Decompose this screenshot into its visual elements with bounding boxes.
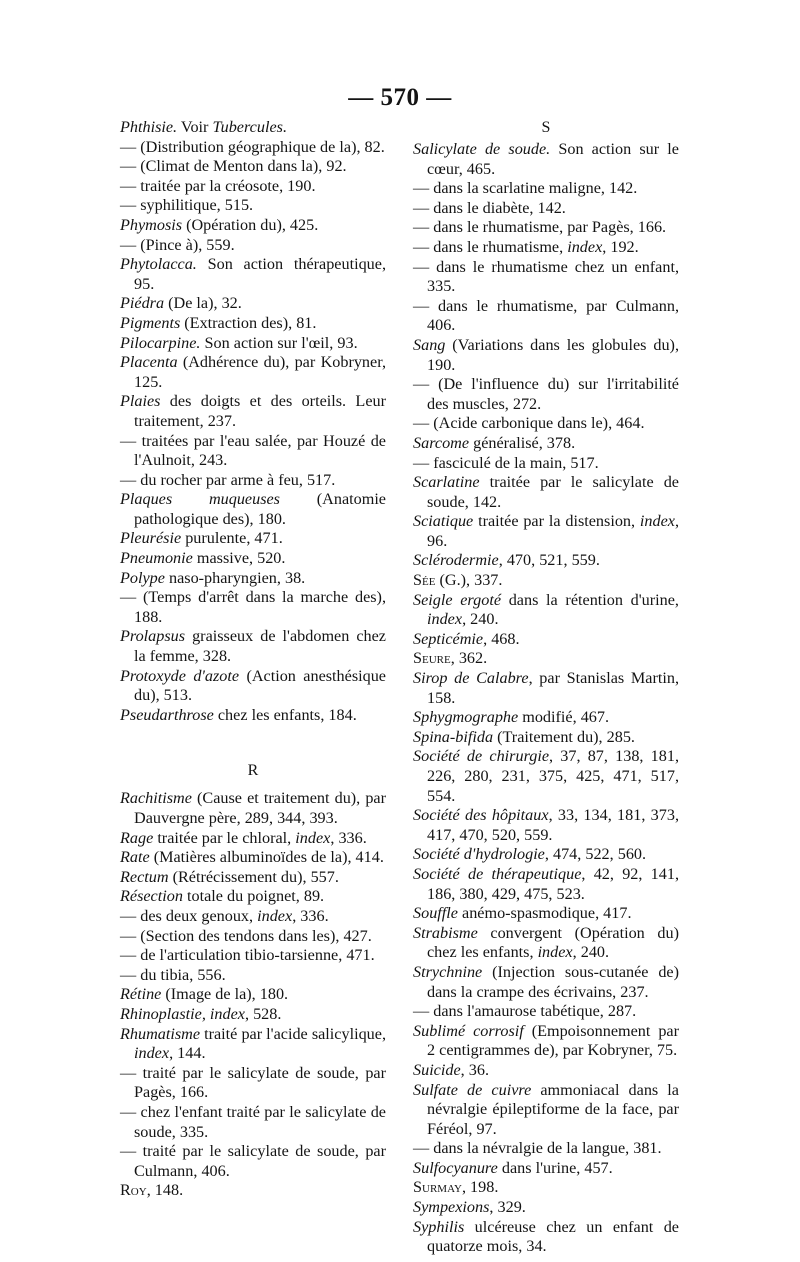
index-entry: [120, 627, 386, 666]
entry-text: (Action anesthésique du), 513.: [134, 666, 386, 705]
entry-text: anémo-spasmodique, 417.: [457, 904, 632, 923]
index-entry: [120, 848, 386, 868]
entry-text-tail: , 96.: [427, 512, 679, 550]
index-entry: [120, 887, 386, 907]
entry-text: — des deux genoux,: [120, 906, 258, 925]
entry-term-secondary: index: [134, 1044, 170, 1063]
index-entry: [120, 334, 386, 354]
entry-text-tail: , 192.: [602, 237, 639, 256]
index-entry: [413, 865, 679, 904]
index-entry: [413, 1002, 679, 1022]
entry-term: Rhumatisme: [120, 1024, 201, 1043]
index-entry: [413, 708, 679, 728]
entry-term: Pneumonie: [120, 549, 193, 568]
index-entry: [413, 1081, 679, 1140]
index-entry: [120, 927, 386, 947]
index-entry: [413, 963, 679, 1002]
entry-term: Rhinoplastie, index: [120, 1004, 245, 1023]
index-entry: [413, 414, 679, 434]
entry-text: — (Distribution géographique de la), 82.: [120, 137, 385, 156]
section-gap: [120, 725, 386, 755]
index-entry: [413, 258, 679, 297]
index-entry: [120, 1064, 386, 1103]
entry-text: — (De l'influence du) sur l'irritabilité des muscles, 272.: [413, 375, 679, 413]
index-entry: [413, 375, 679, 414]
index-entry: [413, 1022, 679, 1061]
index-entry: [413, 747, 679, 806]
entry-text: — syphilitique, 515.: [120, 196, 254, 215]
entry-term: Sphygmographe: [413, 708, 519, 727]
index-entry: [120, 868, 386, 888]
index-entry: [120, 667, 386, 706]
entry-text-tail: , 240.: [572, 943, 610, 962]
index-entry: [413, 473, 679, 512]
index-entry: [120, 471, 386, 491]
index-entry: [120, 138, 386, 158]
entry-text: , par Stanislas Martin, 158.: [427, 669, 679, 707]
entry-name-smallcaps: Seure: [413, 649, 451, 668]
index-entry: [120, 529, 386, 549]
entry-text: , 329.: [489, 1198, 526, 1217]
entry-text: — chez l'enfant traité par le salicylate de soude, 335.: [120, 1102, 386, 1141]
entry-text: dans l'urine, 457.: [497, 1158, 613, 1177]
entry-term: Société de chirurgie: [413, 747, 550, 766]
entry-term: Rage: [120, 828, 154, 847]
entry-text: (Extraction des), 81.: [180, 313, 317, 332]
entry-term: Plaques muqueuses: [120, 490, 280, 509]
entry-text: totale du poignet, 89.: [182, 887, 325, 906]
index-entry: [413, 199, 679, 219]
index-entry: [120, 789, 386, 828]
index-entry: [120, 490, 386, 529]
entry-text: Voir: [177, 118, 213, 136]
entry-text: — dans le diabète, 142.: [413, 198, 566, 217]
entry-term: Sympexions: [413, 1198, 490, 1217]
right-column: [413, 118, 679, 1257]
index-entry: [413, 669, 679, 708]
index-entry: [120, 1181, 386, 1201]
entry-text: dans la rétention d'urine,: [501, 590, 679, 609]
entry-term: Société de thérapeutique: [413, 864, 582, 883]
entry-text: traitée par la distension,: [473, 512, 640, 531]
entry-term: Rate: [120, 848, 150, 867]
entry-text-tail: , 336.: [330, 828, 367, 847]
entry-text: — traité par le salicylate de soude, par Pagès, 166.: [120, 1063, 386, 1102]
entry-text: (Traitement du), 285.: [493, 727, 635, 746]
index-entry: [120, 118, 386, 138]
entry-text: — dans le rhumatisme chez un enfant, 335.: [413, 257, 679, 296]
entry-term: Sciatique: [413, 512, 474, 531]
entry-text: traitée par le salicylate de soude, 142.: [427, 473, 679, 511]
index-entry: [120, 985, 386, 1005]
index-entry: [120, 353, 386, 392]
entry-text: , 470, 521, 559.: [498, 551, 600, 570]
entry-text: , 148.: [146, 1181, 184, 1200]
left-column: [120, 118, 386, 1201]
index-entry: [120, 432, 386, 471]
index-entry: [413, 454, 679, 474]
entry-text: , 37, 87, 138, 181, 226, 280, 231, 375, 425, 471, 517, 554.: [427, 747, 679, 805]
entry-text: — (Section des tendons dans les), 427.: [120, 926, 372, 945]
entry-text: graisseux de l'abdomen chez la femme, 328.: [134, 627, 386, 666]
entry-term: Phymosis: [120, 215, 183, 234]
entry-term: Salicylate de soude.: [413, 140, 551, 158]
index-entry: [413, 336, 679, 375]
index-entry: [120, 1025, 386, 1064]
entry-text: ulcéreuse chez un enfant de quatorze mois, 34.: [427, 1217, 679, 1256]
entry-term: Pleurésie: [120, 529, 182, 548]
index-entry: [120, 907, 386, 927]
entry-text: (G.), 337.: [435, 571, 503, 590]
entry-term: Souffle: [413, 904, 458, 923]
entry-text: , 528.: [244, 1004, 282, 1023]
index-entry: [120, 196, 386, 216]
entry-term: Piédra: [120, 294, 165, 313]
index-entry: [120, 294, 386, 314]
entry-text: traité par l'acide salicylique,: [200, 1024, 386, 1043]
entry-text: (Matières albuminoïdes de la), 414.: [149, 848, 384, 867]
entry-text: — traitée par la créosote, 190.: [120, 176, 316, 195]
section-letter-r: R: [247, 762, 259, 780]
index-entry: [120, 392, 386, 431]
index-entry: [413, 551, 679, 571]
entry-text: , 362.: [450, 649, 488, 668]
entry-term: Protoxyde d'azote: [120, 666, 240, 685]
entry-text: , 33, 134, 181, 373, 417, 470, 520, 559.: [427, 806, 680, 844]
entry-term: Rectum: [120, 867, 169, 886]
index-entry: [120, 255, 386, 294]
entry-term: Placenta: [120, 353, 178, 372]
entry-term: Seigle ergoté: [413, 590, 501, 609]
index-entry: [413, 218, 679, 238]
entry-text: ammoniacal dans la névralgie épileptiforme de la face, par Féréol, 97.: [427, 1080, 679, 1138]
entry-text: — dans le rhumatisme, par Culmann, 406.: [413, 296, 679, 335]
entry-term: Phthisie.: [120, 118, 178, 136]
entry-text: massive, 520.: [192, 549, 286, 568]
entry-text: — traitées par l'eau salée, par Houzé de l'Aulnoit, 243.: [120, 431, 386, 470]
entry-text: , 42, 92, 141, 186, 380, 429, 475, 523.: [427, 864, 679, 903]
entry-text-tail: , 144.: [169, 1044, 206, 1063]
entry-text: — dans le rhumatisme,: [413, 237, 568, 256]
index-entry: [413, 806, 679, 845]
entry-text-tail: , 336.: [292, 906, 329, 925]
entry-text: (Rétrécissement du), 557.: [168, 867, 339, 886]
entry-name-smallcaps: Surmay: [413, 1178, 462, 1197]
index-entry: [413, 845, 679, 865]
index-entry: [413, 238, 679, 258]
entry-text: — (Acide carbonique dans le), 464.: [413, 414, 645, 433]
entry-text: — dans l'amaurose tabétique, 287.: [413, 1002, 637, 1021]
entry-text: — (Climat de Menton dans la), 92.: [120, 157, 347, 176]
entry-text: (De la), 32.: [164, 294, 242, 313]
entry-text: , 198.: [461, 1178, 499, 1197]
entry-text: traitée par le chloral,: [153, 828, 296, 847]
left-entries-before: [120, 118, 386, 725]
entry-term: Prolapsus: [120, 627, 186, 646]
entry-text: naso-pharyngien, 38.: [164, 568, 306, 587]
index-entry: [413, 1159, 679, 1179]
entry-text: , 36.: [460, 1060, 489, 1079]
index-entry: [413, 179, 679, 199]
entry-term: Sulfocyanure: [413, 1158, 498, 1177]
entry-term: Scarlatine: [413, 473, 480, 492]
index-entry: [120, 314, 386, 334]
entry-term: Syphilis: [413, 1217, 465, 1236]
entry-text: — du rocher par arme à feu, 517.: [120, 470, 336, 489]
entry-text: convergent (Opération du) chez les enfants,: [427, 923, 679, 962]
entry-term: Rachitisme: [120, 789, 192, 808]
entry-term-secondary: index: [257, 906, 293, 925]
entry-term: Spina-bifida: [413, 727, 494, 746]
entry-text: (Opération du), 425.: [182, 215, 319, 234]
index-entry: [413, 1198, 679, 1218]
entry-text: (Anatomie pathologique des), 180.: [134, 490, 386, 528]
entry-term: Strychnine: [413, 962, 483, 981]
entry-term: Pilocarpine.: [120, 333, 201, 352]
entry-text: — de l'articulation tibio-tarsienne, 471.: [120, 946, 375, 965]
left-entries-after: [120, 789, 386, 1200]
index-entry: [413, 297, 679, 336]
index-entry: [413, 1218, 679, 1257]
entry-term: Résection: [120, 887, 183, 906]
entry-text: — (Temps d'arrêt dans la marche des), 188.: [120, 588, 386, 626]
entry-text-tail: , 240.: [462, 610, 499, 629]
entry-text: — dans la névralgie de la langue, 381.: [413, 1139, 662, 1158]
entry-term: Rétine: [120, 985, 162, 1004]
entry-text: chez les enfants, 184.: [213, 705, 357, 724]
entry-text: — dans la scarlatine maligne, 142.: [413, 179, 638, 198]
entry-text: — dans le rhumatisme, par Pagès, 166.: [413, 218, 667, 237]
index-entry: [413, 924, 679, 963]
index-entry: [413, 1139, 679, 1159]
entry-name-smallcaps: Roy: [120, 1181, 147, 1200]
entry-text: , 468.: [483, 629, 520, 648]
entry-term-secondary: index: [567, 237, 603, 256]
entry-term: Sublimé corrosif: [413, 1021, 524, 1040]
index-entry: [413, 1178, 679, 1198]
entry-text: des doigts et des orteils. Leur traitement, 237.: [134, 392, 386, 430]
entry-text: (Cause et traitement du), par Dauvergne père, 289, 344, 393.: [134, 789, 386, 827]
section-letter-s: S: [541, 119, 551, 136]
entry-term: Plaies: [120, 392, 161, 411]
index-entry: [120, 157, 386, 177]
entry-name-smallcaps: Sée: [413, 571, 436, 590]
entry-term-secondary: index: [295, 828, 331, 847]
entry-term-secondary: index: [537, 943, 573, 962]
entry-text: Son action thérapeutique, 95.: [134, 255, 386, 293]
entry-term: Septicémie: [413, 629, 484, 648]
entry-text: (Adhérence du), par Kobryner, 125.: [134, 353, 386, 391]
index-entry: [120, 177, 386, 197]
entry-term-secondary: Tubercules.: [212, 118, 287, 136]
index-entry: [413, 591, 679, 630]
index-entry: [120, 1142, 386, 1181]
index-entry: [413, 904, 679, 924]
entry-text: (Image de la), 180.: [161, 985, 289, 1004]
entry-text: (Empoisonnement par 2 centigrammes de), par Kobryner, 75.: [427, 1021, 679, 1060]
page-number: — 570 —: [348, 84, 452, 111]
index-entry: [413, 728, 679, 748]
entry-text: Son action sur l'œil, 93.: [200, 333, 358, 352]
entry-term: Pseudarthrose: [120, 705, 214, 724]
entry-text: — traité par le salicylate de soude, par Culmann, 406.: [120, 1142, 386, 1180]
index-entry: [120, 216, 386, 236]
entry-term: Phytolacca.: [120, 255, 197, 274]
entry-term: Strabisme: [413, 923, 478, 942]
entry-term: Sang: [413, 335, 446, 354]
entry-term: Polype: [120, 568, 165, 587]
entry-term: Sirop de Calabre: [413, 669, 529, 688]
index-entry: [120, 829, 386, 849]
index-entry: [120, 549, 386, 569]
entry-text: — fasciculé de la main, 517.: [413, 453, 599, 472]
entry-term: Sulfate de cuivre: [413, 1080, 532, 1099]
entry-text: modifié, 467.: [518, 708, 610, 727]
entry-term: Société des hôpitaux: [413, 806, 549, 825]
index-entry: [120, 569, 386, 589]
entry-text: (Variations dans les globules du), 190.: [427, 335, 679, 374]
entry-text: généralisé, 378.: [469, 433, 576, 452]
index-entry: [120, 236, 386, 256]
index-entry: [120, 588, 386, 627]
right-entries: [413, 140, 679, 1257]
index-entry: [413, 140, 679, 179]
entry-term: Sarcome: [413, 433, 470, 452]
entry-term-secondary: index: [427, 610, 463, 629]
entry-term: Sclérodermie: [413, 551, 499, 570]
index-entry: [413, 434, 679, 454]
entry-term: Société d'hydrologie: [413, 845, 545, 864]
entry-text: , 474, 522, 560.: [544, 845, 647, 864]
entry-text: Son action sur le cœur, 465.: [427, 140, 679, 178]
entry-text: — (Pince à), 559.: [120, 235, 235, 254]
entry-text: (Injection sous-cutanée de) dans la crampe des écrivains, 237.: [427, 962, 679, 1001]
index-entry: [413, 630, 679, 650]
index-entry: [120, 706, 386, 726]
index-entry: [413, 1061, 679, 1081]
index-entry: [413, 512, 679, 551]
entry-term: Suicide: [413, 1060, 461, 1079]
index-entry: [413, 571, 679, 591]
index-entry: [413, 649, 679, 669]
index-entry: [120, 1005, 386, 1025]
entry-text: — du tibia, 556.: [120, 965, 226, 984]
entry-text: purulente, 471.: [181, 529, 283, 548]
index-entry: [120, 1103, 386, 1142]
entry-term-secondary: index: [639, 512, 675, 531]
index-entry: [120, 966, 386, 986]
index-entry: [120, 946, 386, 966]
entry-term: Pigments: [120, 313, 181, 332]
